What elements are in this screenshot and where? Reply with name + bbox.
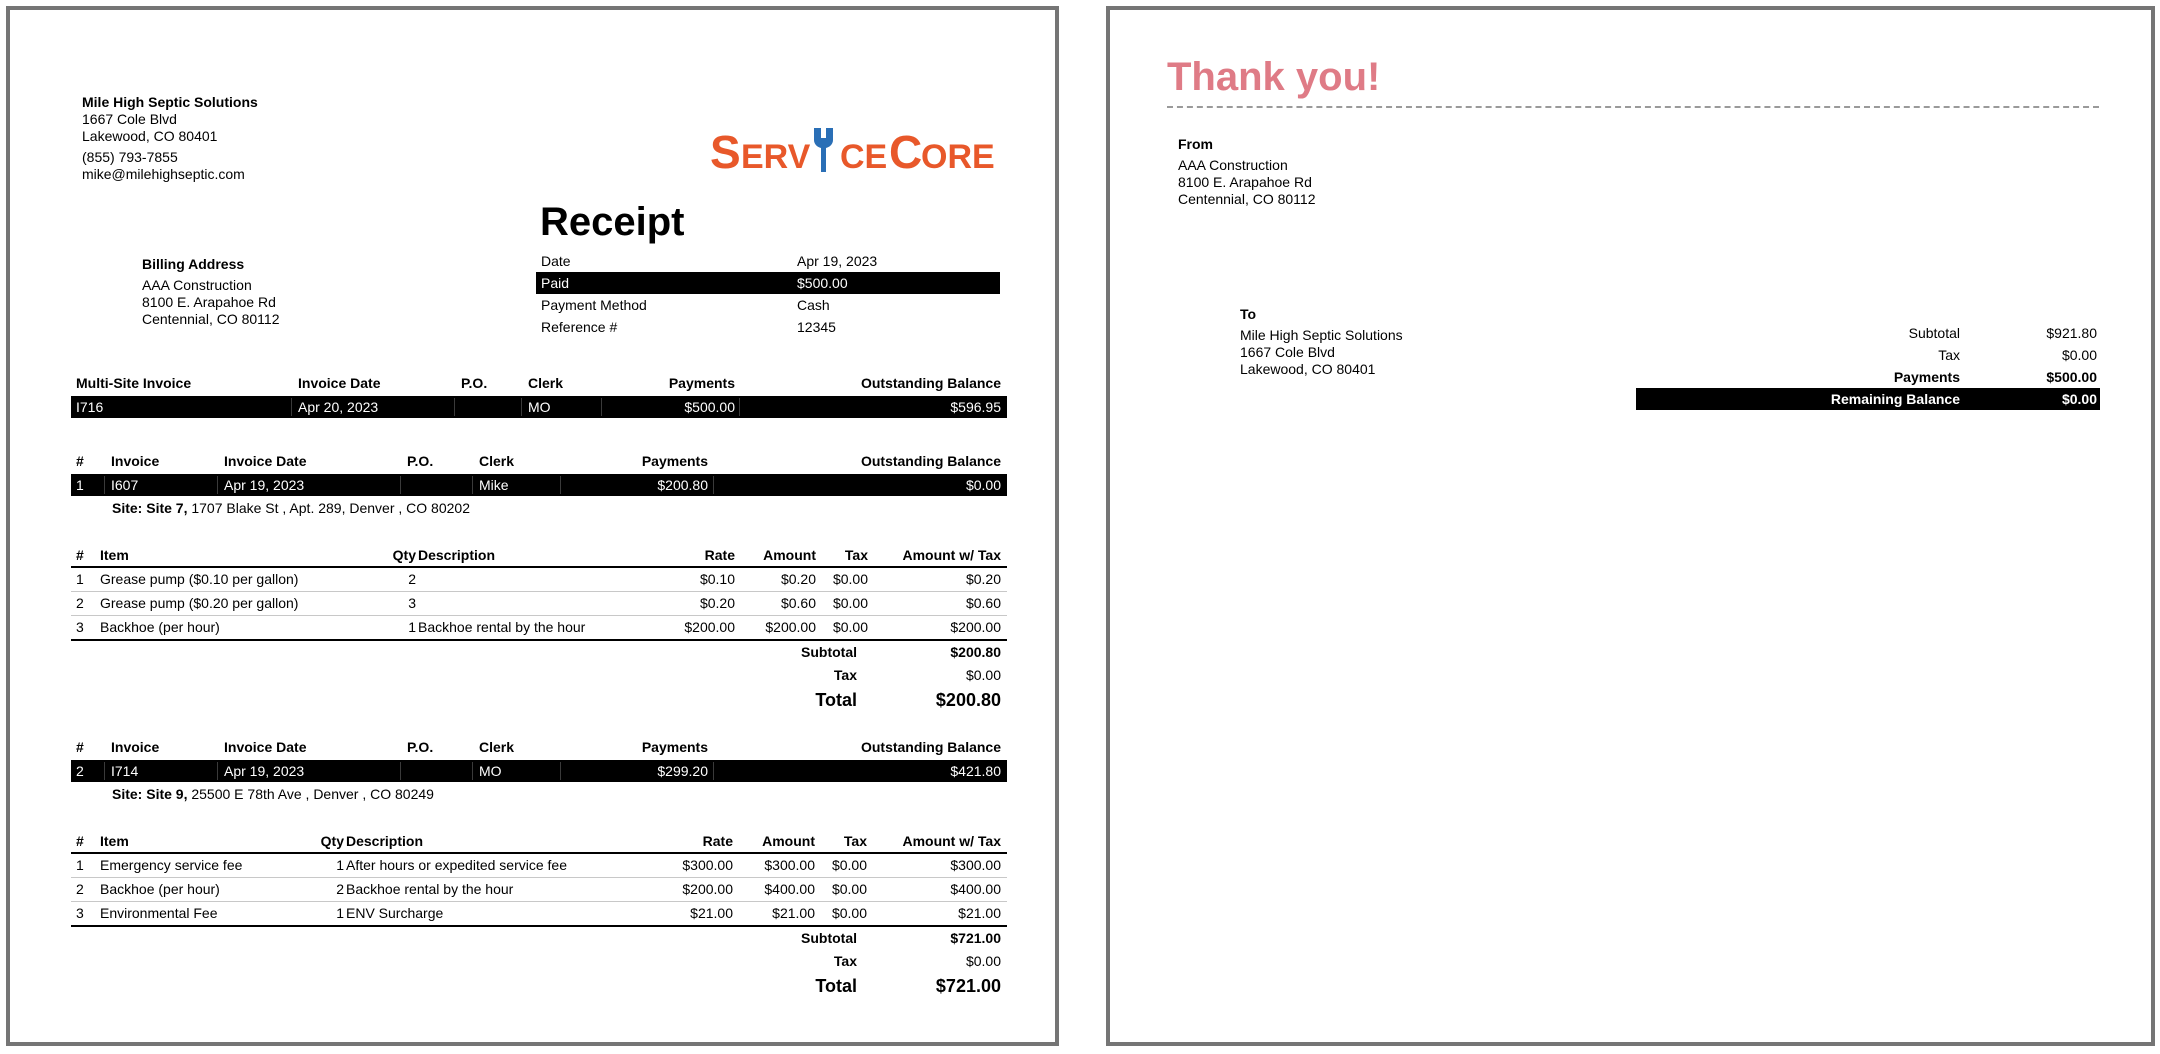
summary-payments-row (1636, 366, 2100, 388)
cell-outstanding-balance: $421.80 (950, 763, 1001, 779)
cell-amount-with-tax: $0.20 (965, 571, 1001, 587)
cell-qty: 3 (408, 595, 416, 611)
cell-rate: $200.00 (682, 881, 733, 897)
svg-text:CE: CE (840, 138, 888, 176)
receipt-method-value: Cash (797, 297, 830, 313)
cell-amount: $400.00 (764, 881, 815, 897)
header-multi-site-invoice: Multi-Site Invoice (76, 375, 192, 391)
header-po: P.O. (407, 453, 434, 469)
to-heading: To (1240, 306, 1257, 322)
header-number: # (76, 453, 84, 469)
cell-tax: $0.00 (831, 881, 867, 897)
header-amount: Amount (763, 547, 816, 563)
cell-amount: $300.00 (764, 857, 815, 873)
to-street: 1667 Cole Blvd (1240, 344, 1335, 360)
header-description: Description (346, 833, 424, 849)
from-address-block (1178, 136, 1316, 208)
to-city: Lakewood, CO 80401 (1240, 361, 1376, 377)
cell-amount-with-tax: $200.00 (950, 619, 1001, 635)
summary-remaining-balance-row (1636, 388, 2100, 410)
company-city: Lakewood, CO 80401 (82, 128, 218, 144)
company-phone: (855) 793-7855 (82, 149, 178, 165)
header-invoice-date: Invoice Date (224, 453, 307, 469)
summary-subtotal-label: Subtotal (1908, 325, 1960, 341)
cell-tax: $0.00 (831, 857, 867, 873)
tax-row (71, 950, 1007, 973)
cell-amount: $0.60 (780, 595, 816, 611)
from-street: 8100 E. Arapahoe Rd (1178, 174, 1312, 190)
total-label: Total (815, 976, 857, 996)
tax-label: Tax (833, 953, 857, 969)
cell-amount-with-tax: $0.60 (965, 595, 1001, 611)
cell-rate: $21.00 (690, 905, 733, 921)
svg-text:C: C (889, 126, 923, 178)
header-po: P.O. (461, 375, 488, 391)
to-address-block (1240, 306, 1403, 378)
cell-amount: $0.20 (780, 571, 816, 587)
receipt-paid-row (536, 272, 1000, 294)
cell-invoice-date: Apr 20, 2023 (298, 399, 379, 415)
billing-name: AAA Construction (142, 277, 252, 293)
cell-invoice: I714 (111, 763, 139, 779)
receipt-date-label: Date (541, 253, 571, 269)
cell-number: 3 (76, 905, 84, 921)
invoice-items-table-2 (71, 830, 1007, 999)
receipt-paid-label: Paid (541, 275, 570, 291)
cell-amount-with-tax: $21.00 (958, 905, 1001, 921)
site-label: Site: Site 7, (112, 500, 188, 516)
header-number: # (76, 739, 84, 755)
subtotal-row (71, 641, 1007, 664)
cell-qty: 1 (336, 905, 344, 921)
total-value: $721.00 (935, 976, 1001, 996)
cell-rate: $0.20 (699, 595, 735, 611)
cell-number: 1 (76, 477, 84, 493)
billing-heading: Billing Address (142, 256, 245, 272)
cell-outstanding-balance: $596.95 (950, 399, 1001, 415)
svg-text:ORE: ORE (921, 138, 995, 176)
cell-amount: $200.00 (765, 619, 816, 635)
table-row (71, 878, 1007, 902)
site-address-text: 25500 E 78th Ave , Denver , CO 80249 (191, 786, 434, 802)
header-amount-with-tax: Amount w/ Tax (902, 833, 1001, 849)
receipt-page-1 (6, 6, 1059, 1046)
receipt-method-label: Payment Method (541, 297, 647, 313)
company-email: mike@milehighseptic.com (82, 166, 245, 182)
summary-subtotal-row (1636, 322, 2100, 344)
company-street: 1667 Cole Blvd (82, 111, 177, 127)
cell-number: 3 (76, 619, 84, 635)
cell-description: Backhoe rental by the hour (418, 619, 586, 635)
receipt-reference-label: Reference # (541, 319, 618, 335)
cell-qty: 2 (336, 881, 344, 897)
servicecore-logo (710, 122, 995, 187)
subtotal-label: Subtotal (801, 644, 857, 660)
cell-rate: $200.00 (684, 619, 735, 635)
cell-number: 2 (76, 881, 84, 897)
table-row (71, 854, 1007, 878)
header-rate: Rate (702, 833, 733, 849)
header-po: P.O. (407, 739, 434, 755)
header-qty: Qty (392, 547, 416, 563)
header-number: # (76, 833, 84, 849)
svg-text:ERV: ERV (741, 138, 811, 176)
header-qty: Qty (320, 833, 344, 849)
receipt-page-2 (1106, 6, 2155, 1046)
receipt-method-row (536, 294, 1000, 316)
summary-tax-row (1636, 344, 2100, 366)
summary-tax-value: $0.00 (2061, 347, 2097, 363)
invoice-table-1 (71, 450, 1007, 520)
header-clerk: Clerk (479, 739, 515, 755)
receipt-title: Receipt (540, 200, 685, 244)
cell-invoice: I716 (76, 399, 104, 415)
receipt-info-table (536, 250, 1000, 338)
subtotal-label: Subtotal (801, 930, 857, 946)
summary-remaining-balance-value: $0.00 (2061, 391, 2097, 407)
table-row (71, 592, 1007, 616)
total-row (71, 687, 1007, 713)
header-outstanding-balance: Outstanding Balance (860, 375, 1001, 391)
header-outstanding-balance: Outstanding Balance (860, 739, 1001, 755)
cell-description: After hours or expedited service fee (346, 857, 568, 873)
to-name: Mile High Septic Solutions (1240, 327, 1403, 343)
tax-value: $0.00 (965, 953, 1001, 969)
cell-tax: $0.00 (832, 619, 868, 635)
header-outstanding-balance: Outstanding Balance (860, 453, 1001, 469)
cell-amount-with-tax: $300.00 (950, 857, 1001, 873)
cell-item: Backhoe (per hour) (100, 881, 220, 897)
header-invoice-date: Invoice Date (224, 739, 307, 755)
site-label: Site: Site 9, (112, 786, 188, 802)
header-clerk: Clerk (479, 453, 515, 469)
cell-tax: $0.00 (832, 571, 868, 587)
thank-you-heading: Thank you! (1167, 55, 1381, 99)
cell-payments: $299.20 (657, 763, 708, 779)
cell-invoice-date: Apr 19, 2023 (224, 477, 305, 493)
subtotal-value: $200.80 (950, 644, 1001, 660)
receipt-paid-value: $500.00 (797, 275, 848, 291)
total-row (71, 973, 1007, 999)
cell-number: 2 (76, 763, 84, 779)
billing-street: 8100 E. Arapahoe Rd (142, 294, 276, 310)
site-address (71, 496, 1007, 520)
wrench-icon (814, 128, 833, 172)
cell-item: Emergency service fee (100, 857, 243, 873)
table-row (71, 396, 1007, 418)
header-item: Item (100, 547, 129, 563)
summary-remaining-balance-label: Remaining Balance (1830, 391, 1960, 407)
company-address-block (82, 94, 258, 183)
billing-city: Centennial, CO 80112 (142, 311, 280, 327)
table-row (71, 902, 1007, 927)
receipt-date-row (536, 250, 1000, 272)
summary-payments-value: $500.00 (2046, 369, 2097, 385)
total-label: Total (815, 690, 857, 710)
header-amount-with-tax: Amount w/ Tax (902, 547, 1001, 563)
cell-invoice: I607 (111, 477, 139, 493)
dashed-divider (1167, 106, 2099, 108)
cell-number: 2 (76, 595, 84, 611)
header-invoice: Invoice (111, 739, 160, 755)
header-tax: Tax (844, 547, 868, 563)
header-tax: Tax (843, 833, 867, 849)
receipt-reference-value: 12345 (797, 319, 836, 335)
billing-address-block (142, 256, 280, 328)
cell-invoice-date: Apr 19, 2023 (224, 763, 305, 779)
site-address (71, 782, 1007, 806)
cell-qty: 1 (408, 619, 416, 635)
header-payments: Payments (641, 453, 708, 469)
svg-text:S: S (710, 126, 741, 178)
table-row (71, 474, 1007, 496)
cell-qty: 1 (336, 857, 344, 873)
items-header-row (71, 544, 1007, 568)
header-invoice: Invoice (111, 453, 160, 469)
cell-clerk: Mike (479, 477, 509, 493)
servicecore-logo-mark (710, 122, 995, 182)
header-payments: Payments (641, 739, 708, 755)
subtotal-value: $721.00 (950, 930, 1001, 946)
cell-amount-with-tax: $400.00 (950, 881, 1001, 897)
table-row (71, 568, 1007, 592)
cell-rate: $0.10 (699, 571, 735, 587)
header-amount: Amount (762, 833, 815, 849)
cell-outstanding-balance: $0.00 (965, 477, 1001, 493)
cell-item: Environmental Fee (100, 905, 218, 921)
cell-item: Grease pump ($0.20 per gallon) (100, 595, 299, 611)
cell-item: Backhoe (per hour) (100, 619, 220, 635)
cell-payments: $500.00 (684, 399, 735, 415)
summary-payments-label: Payments (1893, 369, 1960, 385)
cell-qty: 2 (408, 571, 416, 587)
cell-clerk: MO (479, 763, 502, 779)
invoice-table-2 (71, 736, 1007, 806)
header-item: Item (100, 833, 129, 849)
cell-clerk: MO (528, 399, 551, 415)
header-number: # (76, 547, 84, 563)
summary-subtotal-value: $921.80 (2046, 325, 2097, 341)
table-row (71, 760, 1007, 782)
balance-summary (1636, 322, 2100, 410)
header-rate: Rate (704, 547, 735, 563)
header-description: Description (418, 547, 496, 563)
receipt-date-value: Apr 19, 2023 (797, 253, 878, 269)
company-name: Mile High Septic Solutions (82, 94, 258, 110)
cell-number: 1 (76, 857, 84, 873)
from-city: Centennial, CO 80112 (1178, 191, 1316, 207)
multi-site-invoice-table (71, 372, 1007, 418)
subtotal-row (71, 927, 1007, 950)
tax-value: $0.00 (965, 667, 1001, 683)
cell-payments: $200.80 (657, 477, 708, 493)
tax-row (71, 664, 1007, 687)
total-value: $200.80 (935, 690, 1001, 710)
from-name: AAA Construction (1178, 157, 1288, 173)
items-header-row (71, 830, 1007, 854)
cell-item: Grease pump ($0.10 per gallon) (100, 571, 299, 587)
cell-amount: $21.00 (772, 905, 815, 921)
tax-label: Tax (833, 667, 857, 683)
cell-number: 1 (76, 571, 84, 587)
header-clerk: Clerk (528, 375, 564, 391)
header-payments: Payments (668, 375, 735, 391)
from-heading: From (1178, 136, 1213, 152)
cell-description: ENV Surcharge (346, 905, 444, 921)
summary-tax-label: Tax (1938, 347, 1960, 363)
table-header-row (71, 372, 1007, 394)
cell-tax: $0.00 (831, 905, 867, 921)
table-row (71, 616, 1007, 641)
cell-description: Backhoe rental by the hour (346, 881, 514, 897)
header-invoice-date: Invoice Date (298, 375, 381, 391)
table-header-row (71, 736, 1007, 758)
cell-tax: $0.00 (832, 595, 868, 611)
cell-rate: $300.00 (682, 857, 733, 873)
table-header-row (71, 450, 1007, 472)
receipt-reference-row (536, 316, 1000, 338)
site-address-text: 1707 Blake St , Apt. 289, Denver , CO 80202 (191, 500, 470, 516)
invoice-items-table-1 (71, 544, 1007, 713)
